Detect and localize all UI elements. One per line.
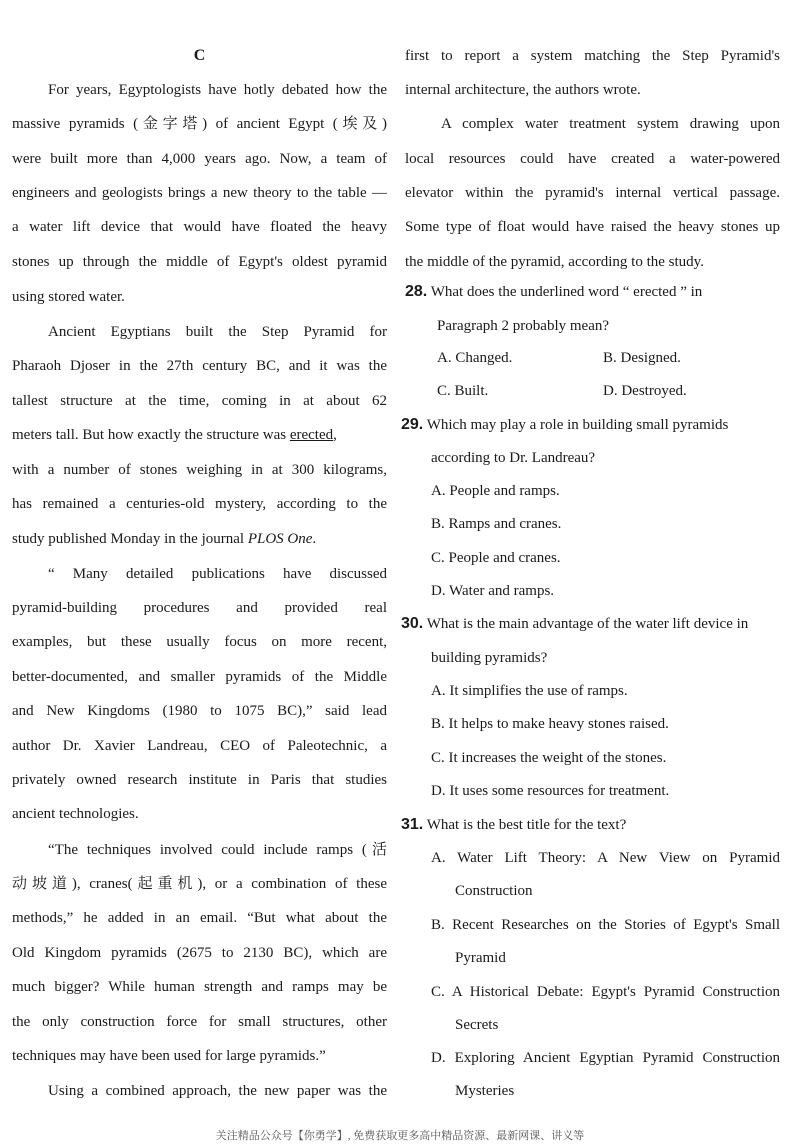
passage-line: and New Kingdoms (1980 to 1075 BC),” said lead	[12, 703, 387, 719]
option-d[interactable]: D. Destroyed.	[603, 383, 687, 399]
passage-line: methods,” he added in an email. “But what about the	[12, 910, 387, 926]
option-a[interactable]: A. It simplifies the use of ramps.	[431, 683, 628, 699]
passage-line: has remained a centuries-old mystery, according to the	[12, 496, 387, 512]
question-stem: according to Dr. Landreau?	[431, 450, 596, 466]
option-b[interactable]: B. Recent Researches on the Stories of Egypt's Small	[431, 917, 780, 933]
question-30	[401, 614, 780, 634]
passage-line: techniques may have been used for large pyramids.”	[12, 1048, 326, 1064]
option-d[interactable]: D. Exploring Ancient Egyptian Pyramid Construction	[431, 1050, 780, 1066]
passage-line: engineers and geologists brings a new theory to the table —	[12, 185, 387, 201]
passage-title: C	[193, 47, 206, 64]
page-footer: 关注精品公众号【你勇学】, 免费获取更多高中精品资源、最新网课、讲义等	[215, 1130, 585, 1142]
passage-line: privately owned research institute in Paris that studies	[12, 772, 387, 788]
passage-line: much bigger? While human strength and ramps may be	[12, 979, 387, 995]
erected-underlined-word: erected	[289, 427, 334, 443]
passage-line: elevator within the pyramid's internal vertical passage.	[405, 185, 780, 201]
passage-line: the middle of the pyramid, according to the study.	[405, 254, 704, 270]
passage-line: Pharaoh Djoser in the 27th century BC, and it was the	[12, 358, 387, 374]
question-number: 30.	[401, 615, 424, 632]
passage-line: 动坡道), cranes(起重机), or a combination of these	[12, 876, 387, 892]
passage-line: author Dr. Xavier Landreau, CEO of Paleotechnic, a	[12, 738, 387, 754]
option-a[interactable]: A. Changed.	[437, 350, 513, 366]
passage-line: For years, Egyptologists have hotly debated how the	[48, 82, 387, 98]
passage-line: local resources could have created a water-powered	[405, 151, 780, 167]
question-stem: Which may play a role in building small pyramids	[426, 417, 729, 433]
question-stem: What is the best title for the text?	[426, 817, 627, 833]
passage-line: internal architecture, the authors wrote.	[405, 82, 641, 98]
option-d-continued: Mysteries	[455, 1083, 515, 1099]
passage-line: with a number of stones weighing in at 300 kilograms,	[12, 462, 387, 478]
passage-line-journal: study published Monday in the journal PLOS One.	[12, 531, 317, 547]
question-stem: building pyramids?	[431, 650, 548, 666]
passage-line: pyramid-building procedures and provided real	[12, 600, 387, 616]
passage-line: ancient technologies.	[12, 806, 139, 822]
option-b[interactable]: B. Ramps and cranes.	[431, 516, 562, 532]
option-a-continued: Construction	[455, 883, 533, 899]
option-c[interactable]: C. It increases the weight of the stones.	[431, 750, 667, 766]
passage-line: stones up through the middle of Egypt's oldest pyramid	[12, 254, 387, 270]
passage-line: A complex water treatment system drawing upon	[441, 116, 780, 132]
journal-name: PLOS One	[247, 531, 313, 547]
passage-line: Using a combined approach, the new paper was the	[48, 1083, 387, 1099]
passage-line: were built more than 4,000 years ago. Now, a team of	[12, 151, 387, 167]
option-c-continued: Secrets	[455, 1017, 499, 1033]
passage-line: first to report a system matching the Step Pyramid's	[405, 48, 780, 64]
passage-line: the only construction force for small structures, other	[12, 1014, 387, 1030]
option-a[interactable]: A. People and ramps.	[431, 483, 560, 499]
option-c[interactable]: C. Built.	[437, 383, 489, 399]
passage-line: a water lift device that would have floated the heavy	[12, 219, 387, 235]
option-b[interactable]: B. Designed.	[603, 350, 681, 366]
passage-line: Some type of float would have raised the heavy stones up	[405, 219, 780, 235]
question-stem: Paragraph 2 probably mean?	[437, 318, 610, 334]
question-number: 28.	[405, 283, 428, 300]
passage-line: massive pyramids (金字塔) of ancient Egypt (埃及)	[12, 116, 387, 132]
option-d[interactable]: D. It uses some resources for treatment.	[431, 783, 670, 799]
question-31	[401, 815, 780, 835]
question-number: 31.	[401, 816, 424, 833]
passage-line-erected: meters tall. But how exactly the structure was erected,	[12, 427, 337, 443]
question-number: 29.	[401, 416, 424, 433]
option-b-continued: Pyramid	[455, 950, 506, 966]
option-d[interactable]: D. Water and ramps.	[431, 583, 555, 599]
passage-line: “ Many detailed publications have discussed	[48, 566, 387, 582]
passage-line: Old Kingdom pyramids (2675 to 2130 BC), which are	[12, 945, 387, 961]
question-28	[405, 282, 780, 302]
option-c[interactable]: C. A Historical Debate: Egypt's Pyramid Construction	[431, 984, 780, 1000]
passage-line: “The techniques involved could include ramps (活	[48, 842, 387, 858]
passage-line: examples, but these usually focus on more recent,	[12, 634, 387, 650]
passage-line: using stored water.	[12, 289, 125, 305]
passage-line: better-documented, and smaller pyramids of the Middle	[12, 669, 387, 685]
question-29	[401, 415, 780, 435]
option-c[interactable]: C. People and cranes.	[431, 550, 561, 566]
option-a[interactable]: A. Water Lift Theory: A New View on Pyramid	[431, 850, 780, 866]
question-stem: What is the main advantage of the water lift device in	[426, 616, 749, 632]
question-stem: What does the underlined word “ erected ” in	[430, 284, 703, 300]
option-b[interactable]: B. It helps to make heavy stones raised.	[431, 716, 669, 732]
passage-line: Ancient Egyptians built the Step Pyramid for	[48, 324, 387, 340]
passage-line: tallest structure at the time, coming in at about 62	[12, 393, 387, 409]
